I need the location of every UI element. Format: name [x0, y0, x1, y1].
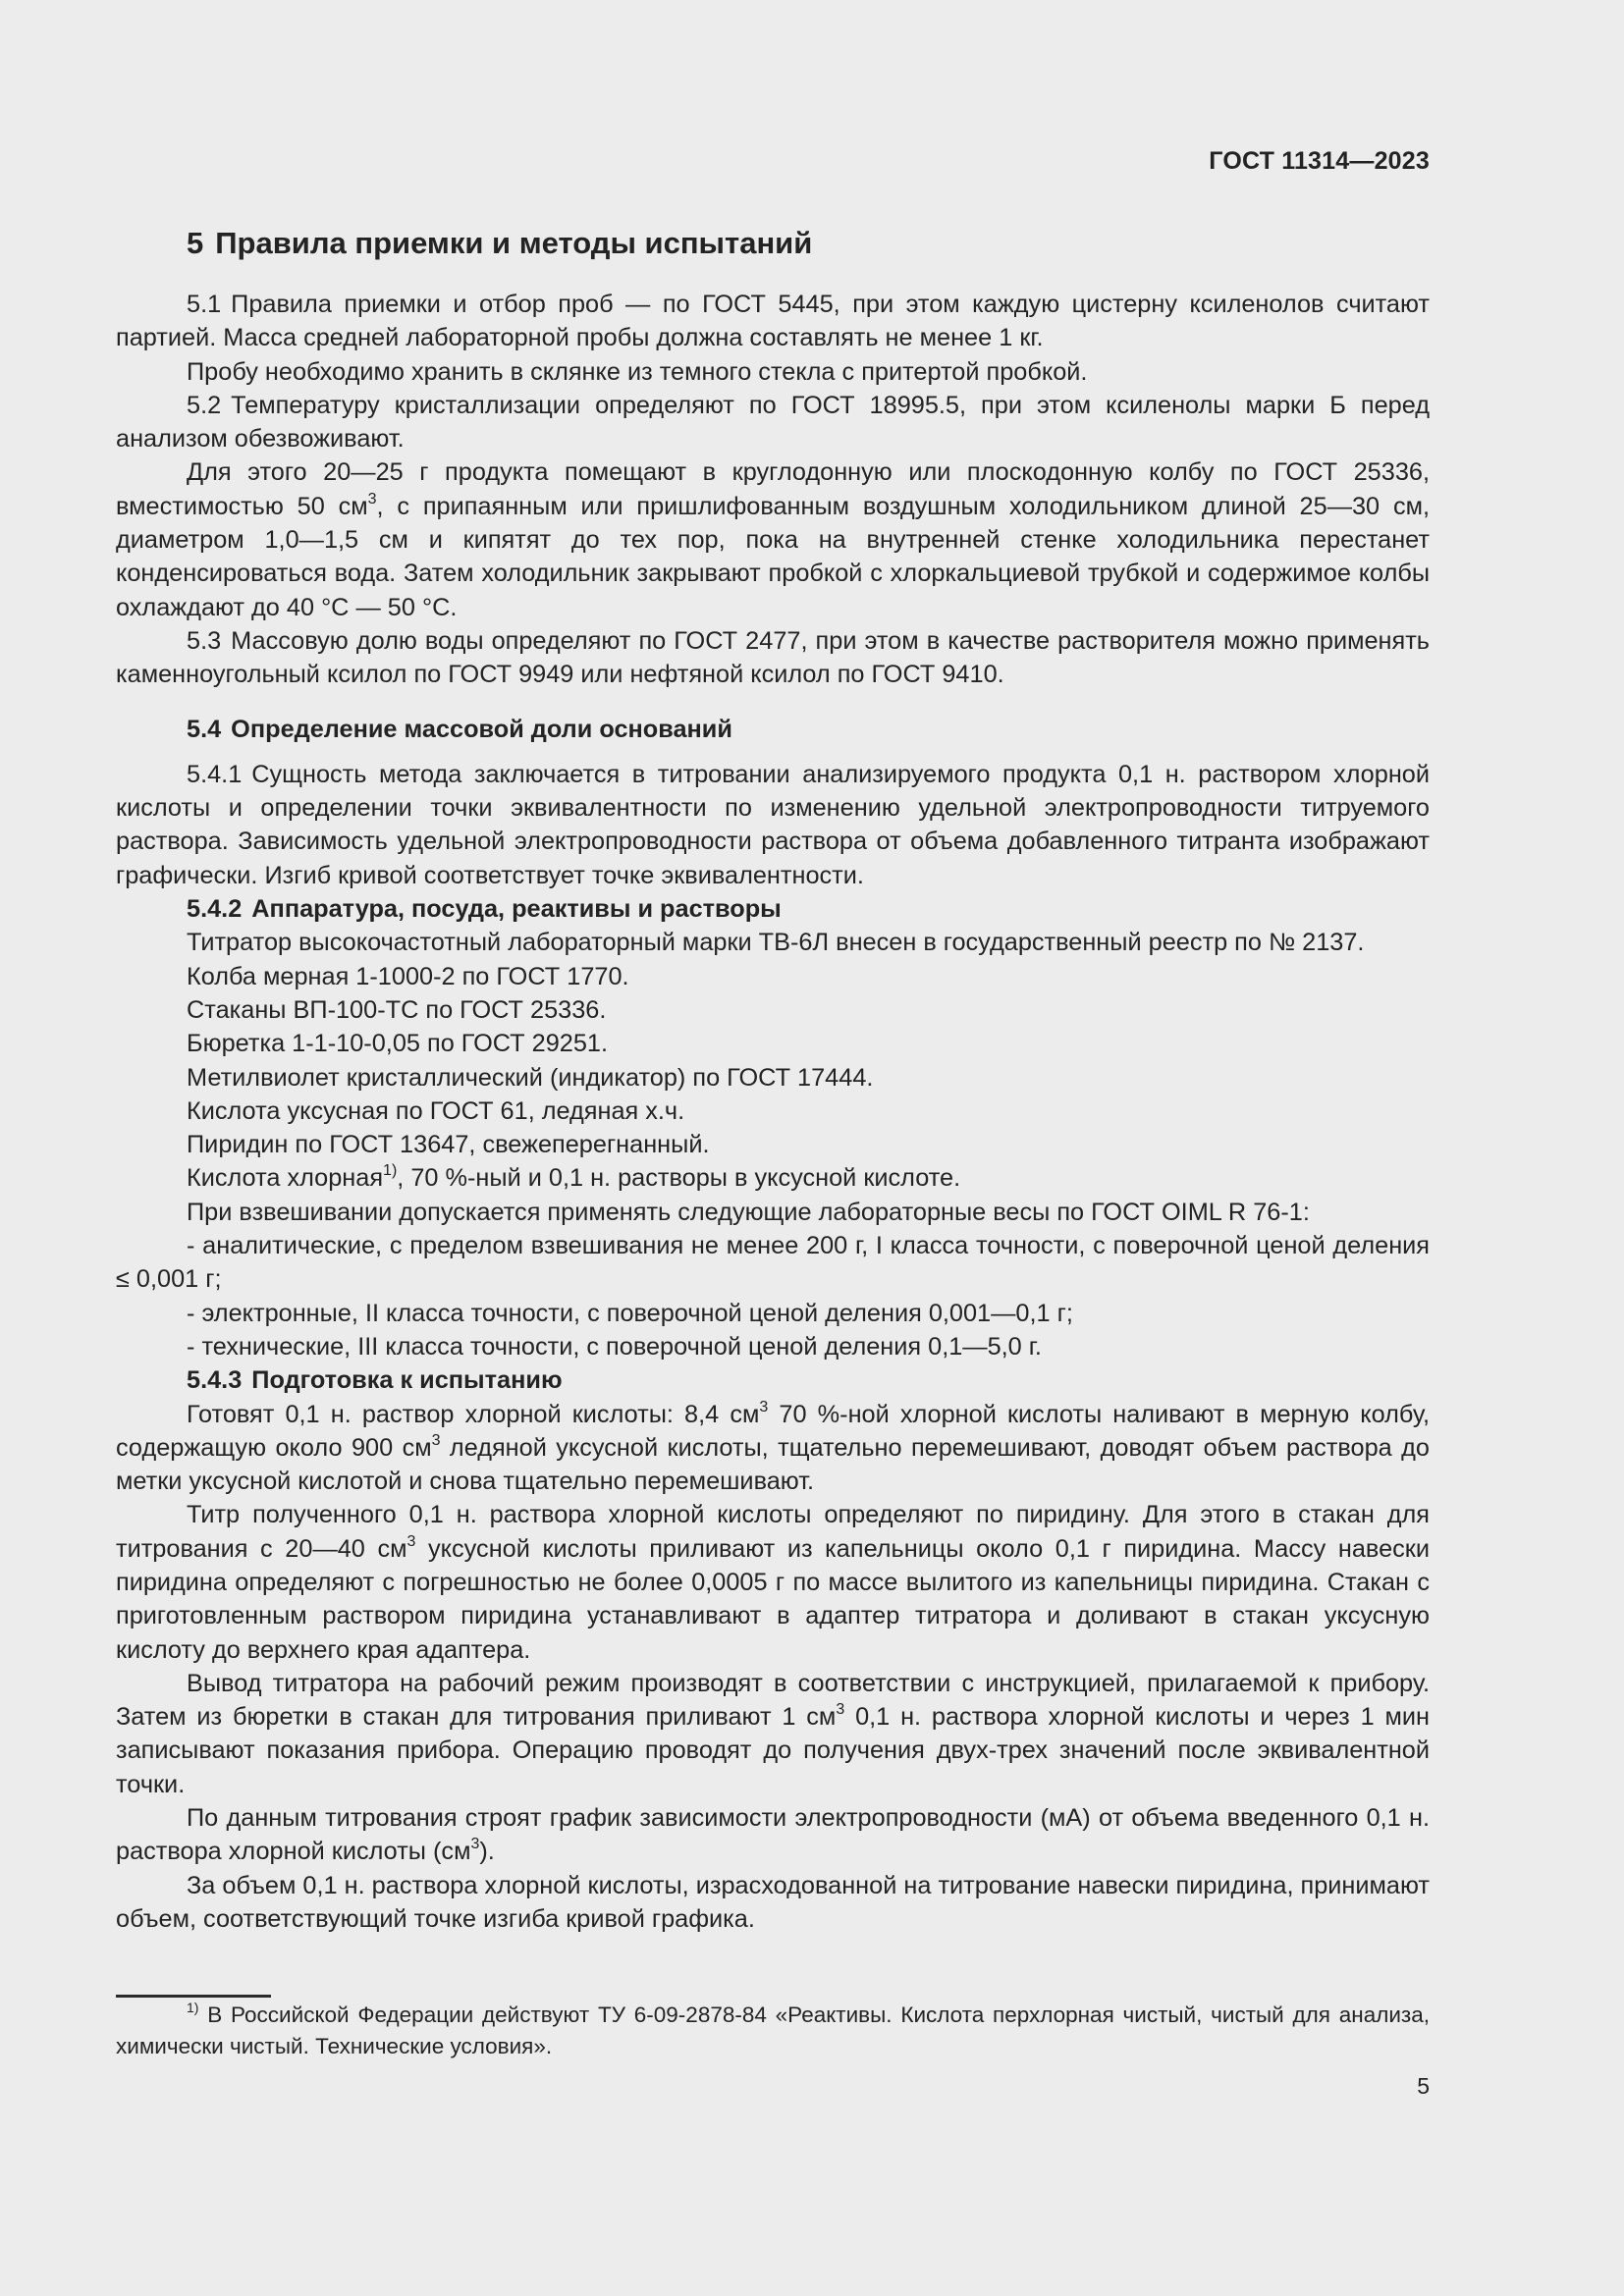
paragraph-text: Титр полученного 0,1 н. раствора хлорной кислоты определяют по пиридину. Для этого в стакан для титрования с 20—40 см	[116, 1501, 1430, 1563]
footnote-mark: 1)	[187, 2000, 199, 2015]
clause-number: 5.4.2	[187, 895, 243, 924]
paragraph-text: Для этого 20—25 г продукта помещают в круглодонную или плоскодонную колбу по ГОСТ 25336, вместимостью 50 см	[116, 458, 1430, 520]
paragraph-text: 70 %-ной хлорной кислоты наливают в мерную колбу, содержащую около 900 см	[116, 1400, 1431, 1462]
list-item: Метилвиолет кристаллический (индикатор) по ГОСТ 17444.	[187, 1063, 874, 1092]
superscript: 3	[406, 1532, 416, 1550]
list-item: Кислота уксусная по ГОСТ 61, ледяная х.ч.	[187, 1096, 685, 1125]
subsection-heading-5-4	[116, 713, 1430, 746]
list-item-perchloric-acid	[116, 1161, 1430, 1195]
document-page	[116, 0, 1430, 2296]
paragraph-text: ледяной уксусной кислоты, тщательно перемешивают, доводят объем раствора до метки уксусной кислотой и снова тщательно перемешивают.	[116, 1433, 1430, 1496]
paragraph-text: Сущность метода заключается в титровании анализируемого продукта 0,1 н. раствором хлорной кислоты и определении точки эквивалентности по изменению удельной электропроводности титруемого раствора. Зависимость удельной электропроводности раствора от объема добавленного титранта изображают графически. Изгиб кривой соответствует точке эквивалентности.	[116, 760, 1430, 889]
subsection-title: Аппаратура, посуда, реактивы и растворы	[251, 895, 782, 924]
subsection-heading-5-4-3	[116, 1363, 1430, 1397]
section-number: 5	[187, 226, 204, 260]
subsection-title: Подготовка к испытанию	[251, 1366, 563, 1395]
list-item: Бюретка 1-1-10-0,05 по ГОСТ 29251.	[187, 1030, 609, 1058]
superscript: 3	[431, 1431, 441, 1449]
paragraph-sample-storage: Пробу необходимо хранить в склянке из темного стекла с притертой пробкой.	[187, 357, 1088, 386]
scales-list-item: - аналитические, с пределом взвешивания не менее 200 г, I класса точности, с поверочной ценой деления ≤ 0,001 г;	[116, 1232, 1430, 1294]
section-heading	[116, 224, 1430, 263]
clause-number: 5.3	[187, 626, 222, 655]
paragraph-titrator: Титратор высокочастотный лабораторный марки ТВ-6Л внесен в государственный реестр по № 2137.	[187, 929, 1365, 957]
subsection-title: Определение массовой доли оснований	[231, 715, 732, 743]
paragraph-prep-solution	[116, 1398, 1430, 1499]
clause-number: 5.2	[187, 391, 222, 419]
paragraph-text: ).	[479, 1838, 495, 1866]
paragraph-text: Вывод титратора на рабочий режим производят в соответствии с инструкцией, прилагаемой к прибору. Затем из бюретки в стакан для титрования приливают 1 см	[116, 1669, 1430, 1732]
paragraph-volume: За объем 0,1 н. раствора хлорной кислоты, израсходованной на титрование навески пиридина, принимают объем, соответствующий точке изгиба кривой графика.	[116, 1871, 1430, 1933]
clause-number: 5.4.3	[187, 1366, 243, 1395]
list-item: Колба мерная 1-1000-2 по ГОСТ 1770.	[187, 962, 629, 990]
list-item: Пиридин по ГОСТ 13647, свежеперегнанный.	[187, 1131, 710, 1159]
paragraph-5-3	[116, 624, 1430, 692]
paragraph-5-2	[116, 389, 1430, 456]
paragraph-dehydration	[116, 455, 1430, 623]
paragraph-scales-intro: При взвешивании допускается применять следующие лабораторные весы по ГОСТ OIML R 76-1:	[187, 1198, 1310, 1226]
section-title: Правила приемки и методы испытаний	[215, 226, 813, 260]
footnote	[116, 2000, 1430, 2062]
list-item: Стаканы ВП-100-ТС по ГОСТ 25336.	[187, 995, 607, 1024]
paragraph-text: уксусной кислоты приливают из капельницы около 0,1 г пиридина. Массу навески пиридина определяют с погрешностью не более 0,0005 г по массе вылитого из капельницы пиридина. Стакан с приготовленным раствором пиридина устанавливают в адаптер титратора и доливают в стакан уксусную кислоту до верхнего края адаптера.	[116, 1534, 1430, 1664]
clause-number: 5.4	[187, 715, 222, 743]
paragraph-text: Готовят 0,1 н. раствор хлорной кислоты: 8,4 см	[187, 1400, 760, 1428]
footnote-text: В Российской Федерации действуют ТУ 6-09-2878-84 «Реактивы. Кислота перхлорная чистый, чистый для анализа, химически чистый. Технические условия».	[116, 2002, 1430, 2058]
document-body	[116, 224, 1430, 1936]
paragraph-text: 0,1 н. раствора хлорной кислоты и через 1 мин записывают показания прибора. Операцию проводят до получения двух-трех значений после эквивалентной точки.	[116, 1703, 1430, 1798]
superscript: 3	[759, 1398, 769, 1415]
clause-number: 5.4.1	[187, 760, 243, 788]
paragraph-text: Правила приемки и отбор проб — по ГОСТ 5445, при этом каждую цистерну ксиленолов считают партией. Масса средней лабораторной пробы должна составлять не менее 1 кг.	[116, 291, 1430, 352]
paragraph-graph	[116, 1801, 1430, 1869]
paragraph-text: , с припаянным или пришлифованным воздушным холодильником длиной 25—30 см, диаметром 1,0—1,5 см и кипятят до тех пор, пока на внутренней стенке холодильника перестанет конденсироваться вода. Затем холодильник закрывают пробкой с хлоркальциевой трубкой и содержимое колбы охлаждают до 40 °С — 50 °С.	[116, 492, 1431, 621]
subsection-heading-5-4-2	[116, 892, 1430, 926]
paragraph-text: По данным титрования строят график зависимости электропроводности (мА) от объема введенного 0,1 н. раствора хлорной кислоты (см	[116, 1804, 1430, 1866]
paragraph-text: , 70 %-ный и 0,1 н. растворы в уксусной кислоте.	[397, 1164, 961, 1193]
superscript: 3	[367, 490, 377, 507]
superscript: 3	[470, 1836, 480, 1853]
document-header: ГОСТ 11314—2023	[1209, 147, 1430, 175]
paragraph-text: Кислота хлорная	[187, 1164, 384, 1193]
paragraph-text: Массовую долю воды определяют по ГОСТ 2477, при этом в качестве растворителя можно применять каменноугольный ксилол по ГОСТ 9949 или нефтяной ксилол по ГОСТ 9410.	[116, 626, 1430, 689]
scales-list-item: - электронные, II класса точности, с поверочной ценой деления 0,001—0,1 г;	[187, 1299, 1073, 1327]
footnote-divider	[116, 1995, 271, 1998]
page-number: 5	[1417, 2073, 1430, 2099]
paragraph-5-4-1	[116, 758, 1430, 892]
paragraph-titrator-mode	[116, 1667, 1430, 1801]
paragraph-text: Температуру кристаллизации определяют по ГОСТ 18995.5, при этом ксиленолы марки Б перед анализом обезвоживают.	[116, 391, 1430, 454]
footnote-reference: 1)	[383, 1162, 398, 1180]
paragraph-5-1	[116, 288, 1430, 355]
superscript: 3	[836, 1701, 845, 1719]
paragraph-titer	[116, 1498, 1430, 1666]
scales-list-item: - технические, III класса точности, с поверочной ценой деления 0,1—5,0 г.	[187, 1332, 1042, 1361]
clause-number: 5.1	[187, 291, 222, 318]
